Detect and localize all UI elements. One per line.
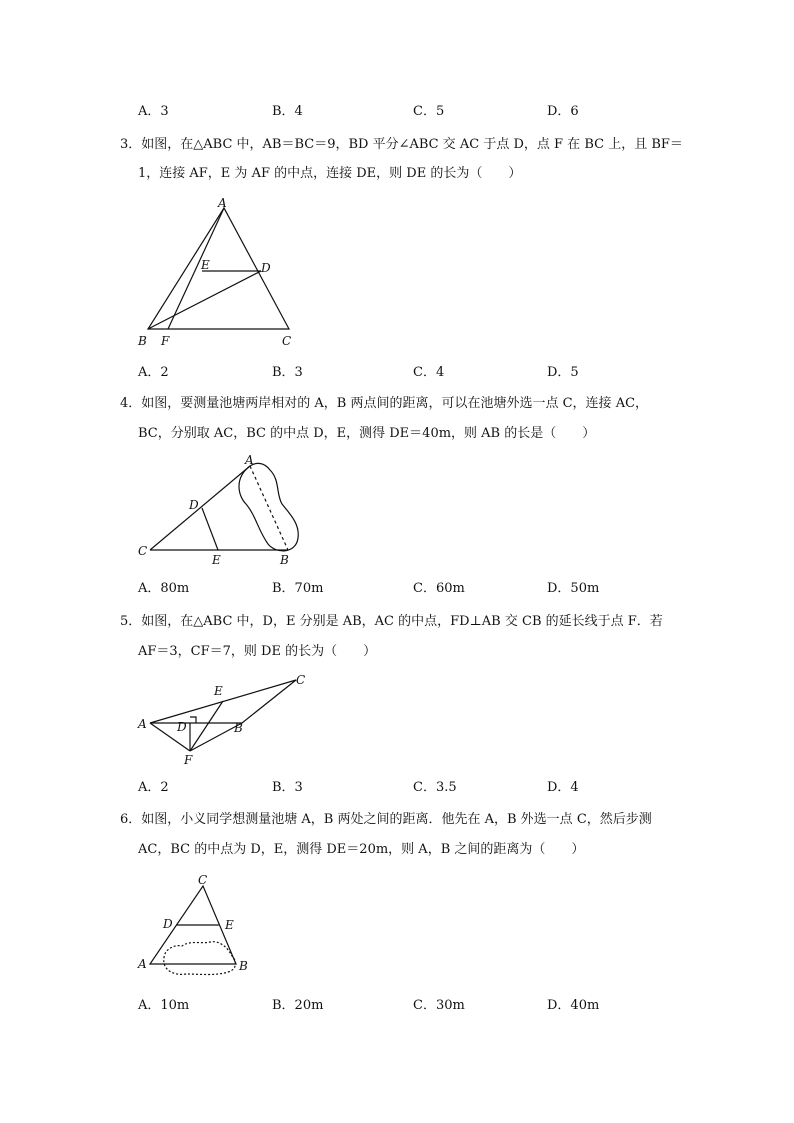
q5-figure (130, 668, 320, 770)
q6-option-a: A．10m (138, 998, 190, 1013)
q2-option-c: C．5 (413, 104, 445, 119)
q5-label-b: B (234, 721, 243, 735)
q4-option-b: B．70m (272, 581, 324, 596)
q5-text-line2: AF＝3，CF＝7，则 DE 的长为（ ） (138, 644, 377, 659)
q5-label-e: E (214, 684, 223, 698)
q6-label-e: E (225, 918, 234, 932)
q3-segment-af (168, 208, 224, 329)
q6-label-b: B (239, 959, 248, 973)
q4-label-e: E (212, 553, 221, 567)
q4-label-b: B (280, 553, 289, 567)
q6-label-d: D (163, 917, 173, 931)
q5-label-f: F (184, 753, 193, 767)
q6-option-b: B．20m (272, 998, 324, 1013)
q5-segment-ef (190, 701, 223, 751)
q6-text-line1: 6．如图，小义同学想测量池塘 A，B 两处之间的距离．他先在 A，B 外选一点 C，然后步测 (120, 812, 652, 827)
q4-figure (130, 452, 310, 570)
q3-option-a: A．2 (138, 365, 169, 380)
q4-label-a: A (245, 453, 254, 467)
q4-option-d: D．50m (547, 581, 600, 596)
q3-label-d: D (261, 261, 271, 275)
q3-option-d: D．5 (547, 365, 579, 380)
q6-figure (130, 870, 260, 982)
q6-label-c: C (198, 873, 208, 887)
q5-label-d: D (177, 720, 187, 734)
q6-option-d: D．40m (547, 998, 600, 1013)
q3-label-e: E (201, 258, 210, 272)
q6-option-c: C．30m (413, 998, 465, 1013)
q4-label-d: D (189, 498, 199, 512)
q2-option-b: B．4 (272, 104, 303, 119)
q3-text-line2: 1，连接 AF，E 为 AF 的中点，连接 DE，则 DE 的长为（ ） (138, 166, 522, 181)
q3-segment-bd (148, 271, 261, 329)
q4-segment-ca (150, 466, 250, 550)
q3-option-c: C．4 (413, 365, 445, 380)
q3-figure (130, 195, 310, 355)
q5-option-d: D．4 (547, 780, 579, 795)
q6-text-line2: AC，BC 的中点为 D，E，测得 DE＝20m，则 A，B 之间的距离为（ ） (138, 842, 585, 857)
q4-label-c: C (138, 544, 148, 558)
q5-text-line1: 5．如图，在△ABC 中，D，E 分别是 AB，AC 的中点，FD⊥AB 交 CB 的延长线于点 F．若 (120, 614, 663, 629)
q6-label-a: A (138, 957, 147, 971)
q4-option-c: C．60m (413, 581, 465, 596)
q4-option-a: A．80m (138, 581, 190, 596)
q6-pond-outline (164, 942, 236, 975)
q3-label-c: C (282, 334, 292, 348)
q4-segment-de (202, 508, 218, 550)
q3-label-a: A (218, 196, 227, 210)
q5-label-c: C (296, 673, 306, 687)
q3-text-line1: 3．如图，在△ABC 中，AB＝BC＝9，BD 平分∠ABC 交 AC 于点 D，点 F 在 BC 上，且 BF＝ (120, 137, 683, 152)
q4-text-line2: BC，分别取 AC，BC 的中点 D，E，测得 DE＝40m，则 AB 的长是（ ） (138, 426, 596, 441)
q5-option-c: C．3.5 (413, 780, 457, 795)
q5-option-a: A．2 (138, 780, 169, 795)
q2-option-d: D．6 (547, 104, 579, 119)
q5-option-b: B．3 (272, 780, 303, 795)
q5-right-angle-mark (190, 717, 196, 723)
q3-label-f: F (161, 334, 170, 348)
q4-segment-ab-dashed (250, 466, 288, 550)
q5-label-a: A (138, 717, 147, 731)
q3-option-b: B．3 (272, 365, 303, 380)
q4-pond-outline (239, 463, 298, 551)
q2-option-a: A．3 (138, 104, 169, 119)
q3-label-b: B (138, 334, 147, 348)
q4-text-line1: 4．如图，要测量池塘两岸相对的 A，B 两点间的距离，可以在池塘外选一点 C，连接 AC， (120, 396, 649, 411)
